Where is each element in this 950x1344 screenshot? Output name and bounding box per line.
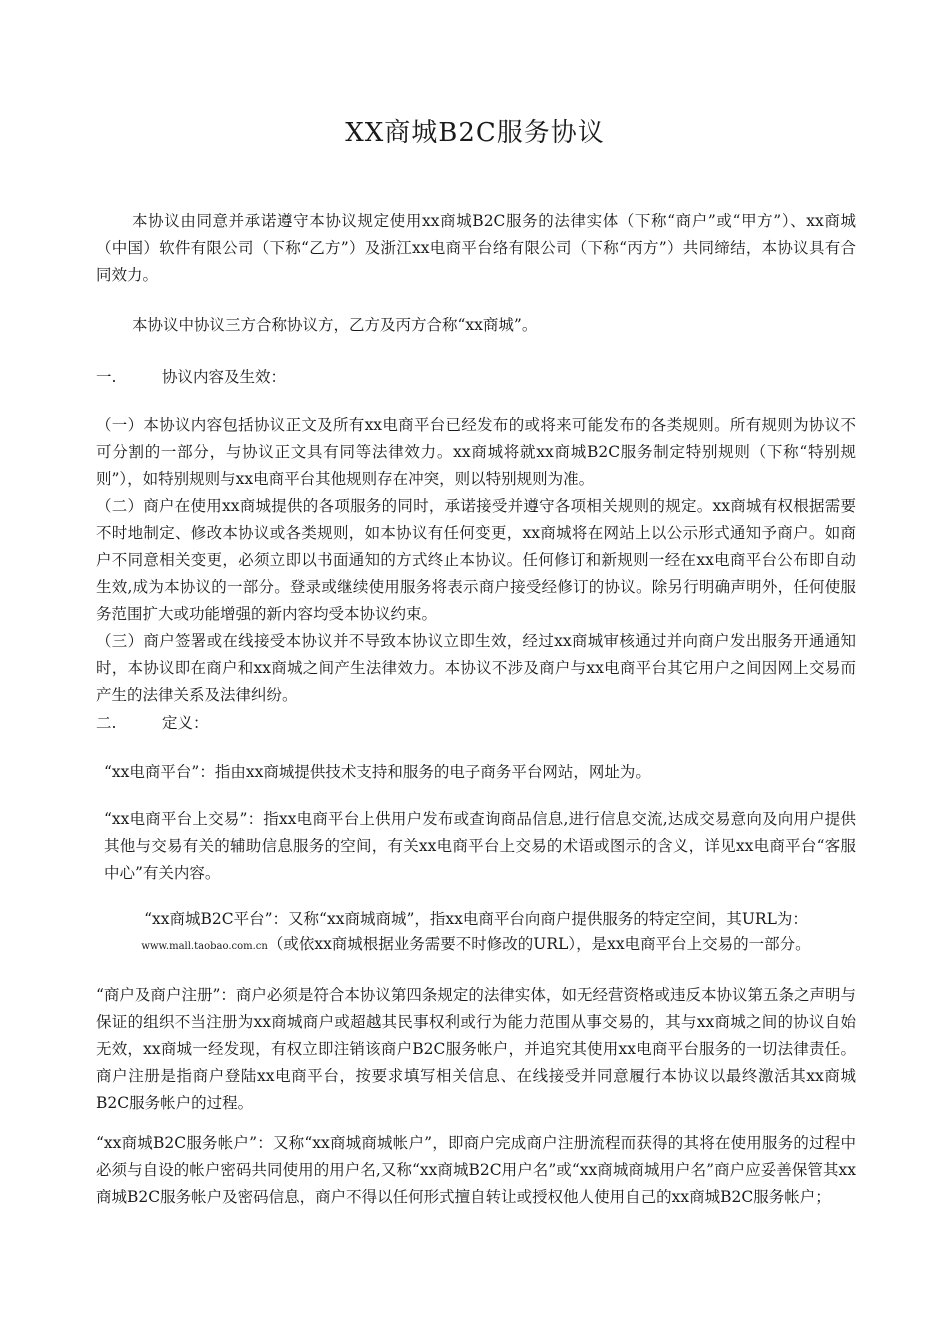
section-1-heading [96, 364, 286, 391]
definition-merchant-registration: “商户及商户注册”：商户必须是符合本协议第四条规定的法律实体，如无经营资格或违反本协议第五条之声明与保证的组织不当注册为xx商城商户或超越其民事权利或行为能力范围从事交易的，其与xx商城之间的协议自始无效，xx商城一经发现，有权立即注销该商户B2C服务帐户，并追究其使用xx电商平台服务的一切法律责任。商户注册是指商户登陆xx电商平台，按要求填写相关信息、在线接受并同意履行本协议以最终激活其xx商城B2C服务帐户的过程。 [96, 986, 856, 1112]
intro-paragraph-1: 本协议由同意并承诺遵守本协议规定使用xx商城B2C服务的法律实体（下称“商户”或“甲方”）、xx商城（中国）软件有限公司（下称“乙方”）及浙江xx电商平台络有限公司（下称“丙方”）共同缔结，本协议具有合同效力。 [96, 212, 856, 284]
url-note: （或依xx商城根据业务需要不时修改的URL），是xx电商平台上交易的一部分。 [267, 935, 811, 953]
intro-paragraph-2: 本协议中协议三方合称协议方，乙方及丙方合称“xx商城”。 [132, 316, 538, 334]
section-2-heading [96, 710, 209, 737]
platform-url: www.mall.taobao.com.cn [141, 941, 268, 952]
section-1-item-3: （三）商户签署或在线接受本协议并不导致本协议立即生效，经过xx商城审核通过并向商户发出服务开通通知时，本协议即在商户和xx商城之间产生法律效力。本协议不涉及商户与xx电商平台其它用户之间因网上交易而产生的法律关系及法律纠纷。 [96, 632, 856, 704]
section-1-item-2: （二）商户在使用xx商城提供的各项服务的同时，承诺接受并遵守各项相关规则的规定。xx商城有权根据需要不时地制定、修改本协议或各类规则，如本协议有任何变更，xx商城将在网站上以公示形式通知予商户。如商户不同意相关变更，必须立即以书面通知的方式终止本协议。任何修订和新规则一经在xx电商平台公布即自动生效,成为本协议的一部分。登录或继续使用服务将表示商户接受经修订的协议。除另行明确声明外，任何使服务范围扩大或功能增强的新内容均受本协议约束。 [96, 497, 856, 623]
definition-b2c-platform-line-2 [96, 931, 856, 960]
definition-platform: “xx电商平台”：指由xx商城提供技术支持和服务的电子商务平台网站，网址为。 [104, 763, 651, 781]
section-2-title: 定义： [162, 714, 209, 732]
definition-b2c-platform-line-1: “xx商城B2C平台”：又称“xx商城商城”，指xx电商平台向商户提供服务的特定空间，其URL为： [144, 910, 808, 928]
section-1-item-1: （一）本协议内容包括协议正文及所有xx电商平台已经发布的或将来可能发布的各类规则。所有规则为协议不可分割的一部分，与协议正文具有同等法律效力。xx商城将就xx商城B2C服务制定特别规则（下称“特别规则”），如特别规则与xx电商平台其他规则存在冲突，则以特别规则为准。 [96, 416, 856, 488]
section-2-number: 二. [96, 714, 117, 732]
definition-b2c-account: “xx商城B2C服务帐户”：又称“xx商城商城帐户”，即商户完成商户注册流程而获得的其将在使用服务的过程中必须与自设的帐户密码共同使用的用户名,又称“xx商城B2C用户名”或“xx商城商城用户名”商户应妥善保管其xx商城B2C服务帐户及密码信息，商户不得以任何形式擅自转让或授权他人使用自己的xx商城B2C服务帐户； [96, 1134, 856, 1206]
section-1-number: 一. [96, 368, 117, 386]
definition-platform-trade: “xx电商平台上交易”：指xx电商平台上供用户发布或查询商品信息,进行信息交流,达成交易意向及向用户提供其他与交易有关的辅助信息服务的空间，有关xx电商平台上交易的术语或图示的含义，详见xx电商平台“客服中心”有关内容。 [104, 810, 856, 882]
section-1-title: 协议内容及生效： [162, 368, 287, 386]
document-title: XX商城B2C服务协议 [345, 118, 605, 148]
